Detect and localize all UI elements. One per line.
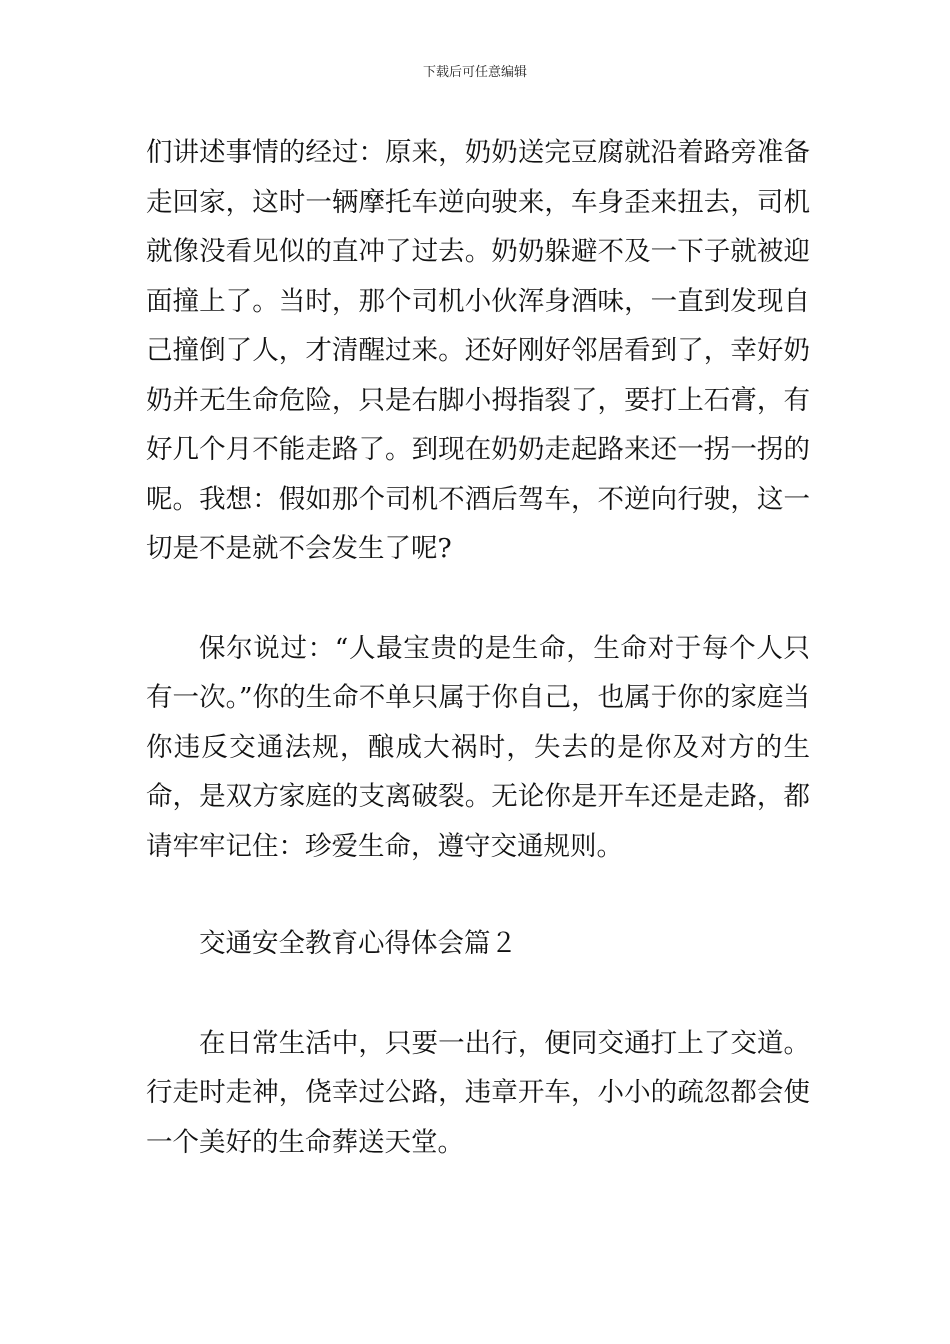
paragraph-paul-quote: 保尔说过：“人最宝贵的是生命，生命对于每个人只有一次。”你的生命不单只属于你自己，也属于你的家庭当你违反交通法规，酿成大祸时，失去的是你及对方的生命，是双方家庭的支离破裂。无论你是开车还是走路，都请牢牢记住：珍爱生命，遵守交通规则。 xyxy=(146,632,810,862)
paragraph-spacer xyxy=(146,969,810,1019)
paragraph-spacer xyxy=(146,871,810,919)
paragraph-spacer xyxy=(146,574,810,624)
page-header: 下载后可任意编辑 xyxy=(422,65,527,80)
paragraph-continued: 们讲述事情的经过：原来，奶奶送完豆腐就沿着路旁准备走回家，这时一辆摩托车逆向驶来，车身歪来扭去，司机就像没看见似的直冲了过去。奶奶躲避不及一下子就被迎面撞上了。当时，那个司机小伙浑身酒味，一直到发现自己撞倒了人，才清醒过来。还好刚好邻居看到了，幸好奶奶并无生命危险，只是右脚小拇指裂了，要打上石膏，有好几个月不能走路了。到现在奶奶走起路来还一拐一拐的呢。我想：假如那个司机不酒后驾车，不逆向行驶，这一切是不是就不会发生了呢? xyxy=(146,137,810,564)
document-body xyxy=(146,128,810,1167)
paragraph-daily-life: 在日常生活中，只要一出行，便同交通打上了交道。行走时走神，侥幸过公路，违章开车，小小的疏忽都会使一个美好的生命葬送天堂。 xyxy=(146,1027,810,1158)
section-heading: 交通安全教育心得体会篇２ xyxy=(199,928,517,959)
